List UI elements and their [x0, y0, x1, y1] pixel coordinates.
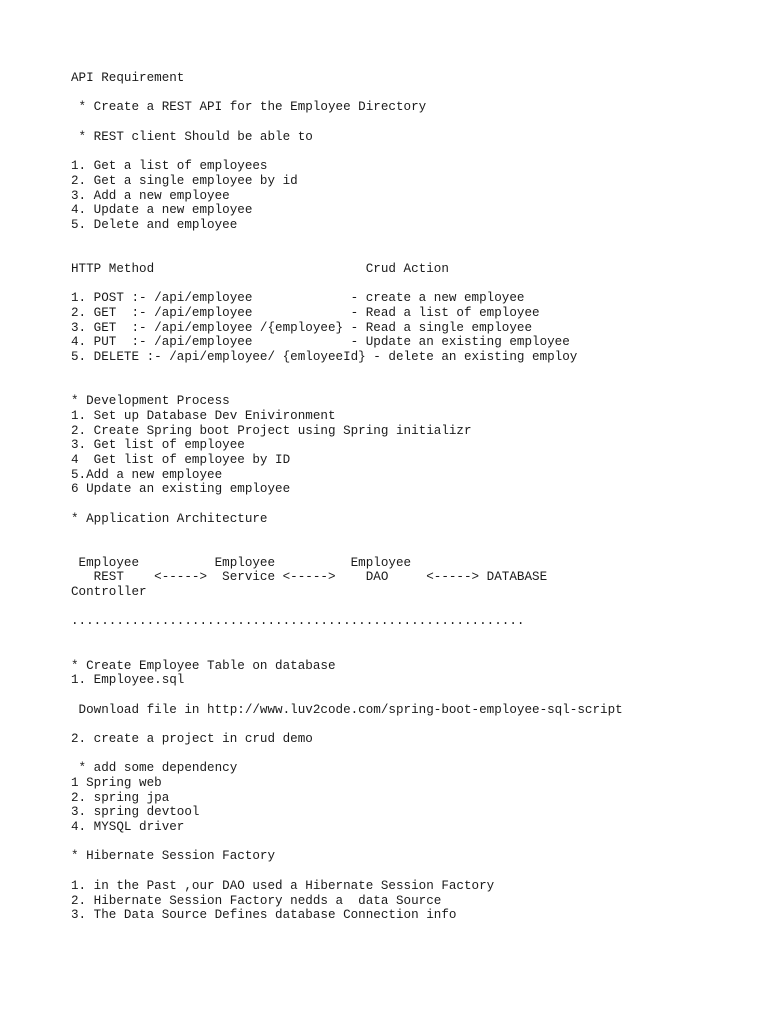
list-item: 1 Spring web [71, 776, 162, 790]
blank-line [71, 541, 761, 556]
blank-line [71, 835, 761, 850]
blank-line [71, 277, 761, 292]
table-row: 4. PUT :- /api/employee - Update an existing employee [71, 335, 570, 350]
download-url-line: Download file in http://www.luv2code.com/spring-boot-employee-sql-script [71, 702, 623, 717]
blank-line [71, 688, 761, 703]
text-line: * Create a REST API for the Employee Directory [71, 100, 427, 115]
section-heading: * Development Process [71, 394, 230, 409]
architecture-diagram-line: Employee Employee Employee [71, 555, 412, 570]
blank-line [71, 497, 761, 512]
list-item: 3. spring devtool [71, 805, 200, 820]
table-row: 3. GET :- /api/employee /{employee} - Read a single employee [71, 320, 533, 335]
list-item: 4 Get list of employee by ID [71, 452, 291, 467]
blank-line [71, 247, 761, 262]
architecture-diagram-line: REST <-----> Service <-----> DAO <-----> DATABASE [71, 570, 548, 585]
blank-line [71, 526, 761, 541]
list-item: 1. in the Past ,our DAO used a Hibernate Session Factory [71, 878, 495, 893]
list-item: 2. create a project in crud demo [71, 731, 313, 746]
list-item: 3. Get list of employee [71, 438, 245, 453]
section-heading: * Create Employee Table on database [71, 658, 336, 673]
blank-line [71, 144, 761, 159]
list-item: 3. The Data Source Defines database Connection info [71, 908, 457, 923]
list-item: 1. Employee.sql [71, 673, 185, 688]
list-item: 5.Add a new employee [71, 467, 223, 482]
list-item: 5. Delete and employee [71, 217, 238, 232]
section-heading: * Hibernate Session Factory [71, 849, 276, 864]
blank-line [71, 379, 761, 394]
list-item: 4. MYSQL driver [71, 820, 185, 835]
table-row: 5. DELETE :- /api/employee/ {emloyeeId} - delete an existing employ [71, 350, 578, 365]
architecture-diagram-line: Controller [71, 585, 147, 600]
blank-line [71, 115, 761, 130]
document-body [71, 71, 761, 923]
list-item: 6 Update an existing employee [71, 482, 291, 497]
dotted-divider: ............................................................ [71, 614, 525, 629]
doc-title: API Requirement [71, 71, 185, 85]
table-header: HTTP Method Crud Action [71, 261, 449, 276]
list-item: 1. Set up Database Dev Enivironment [71, 408, 336, 423]
list-item: 2. Get a single employee by id [71, 173, 298, 188]
list-item: 3. Add a new employee [71, 188, 230, 203]
text-line: * REST client Should be able to [71, 129, 313, 144]
list-item: 2. spring jpa [71, 790, 170, 805]
text-line: * add some dependency [71, 761, 238, 776]
list-item: 4. Update a new employee [71, 203, 253, 218]
table-row: 2. GET :- /api/employee - Read a list of employee [71, 306, 540, 320]
blank-line [71, 365, 761, 380]
section-heading: * Application Architecture [71, 511, 268, 526]
list-item: 1. Get a list of employees [71, 159, 268, 174]
blank-line [71, 747, 761, 762]
blank-line [71, 86, 761, 101]
blank-line [71, 629, 761, 644]
list-item: 2. Create Spring boot Project using Spring initializr [71, 423, 472, 438]
blank-line [71, 717, 761, 732]
blank-line [71, 864, 761, 879]
blank-line [71, 644, 761, 659]
table-row: 1. POST :- /api/employee - create a new employee [71, 291, 525, 306]
blank-line [71, 600, 761, 615]
list-item: 2. Hibernate Session Factory nedds a data Source [71, 893, 442, 908]
blank-line [71, 233, 761, 248]
